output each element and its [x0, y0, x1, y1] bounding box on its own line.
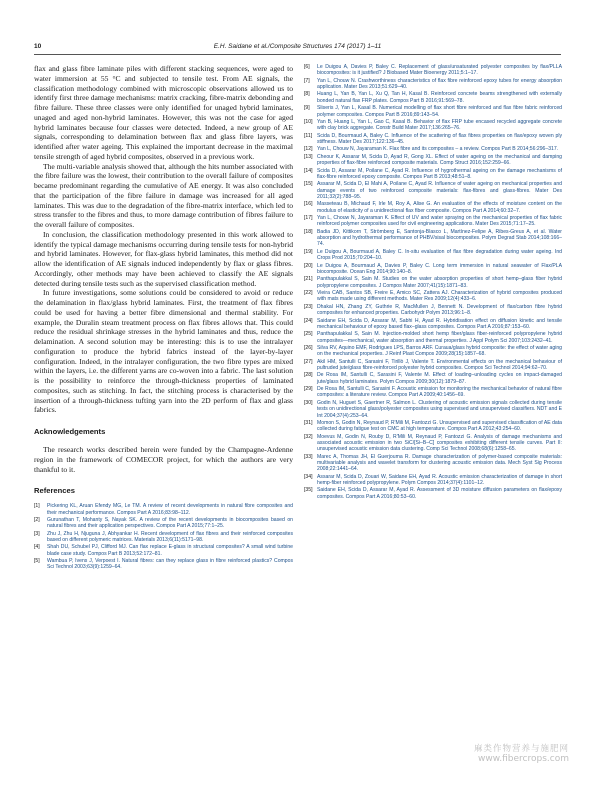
reference-link[interactable]: Godin N, Huguet S, Gaertner R, Salmon L. Clustering of acoustic emission signals collected during tensile tests on unidirectional glass/polyester composites using supervised and unsupervised classifiers. NDT and E Int 2004;37(4):253–64.: [317, 399, 562, 419]
reference-item: [304, 201, 562, 214]
reference-link[interactable]: Le Duigou A, Bourmaud A, Davies P, Baley C. Long term immersion in natural seawater of Flax/PLA biocomposite. Ocean Eng 2014;90:140–8.: [317, 262, 562, 275]
reference-number: [26]: [304, 344, 313, 351]
body-paragraph: In future investigations, some solutions could be considered to avoid or reduce the delamination in flax/glass hybrid laminates. First, the treatment of flax fibres could be used for having a better fibre dimensional and thermal stability. For example, the Duralin steam treatment process on flax fibres allows that. This could reduce the residual shrinkage stresses in the hybrid laminates and thus, reduce the delamination. A second solution may be interesting: this is to use the intralayer configuration to produce the hybrid fabrics instead of the layer-by-layer configuration. Indeed, in the intralayer configuration, the two fibre types are mixed within the layers, i.e. the different yarns are co-woven into a fabric. The last solution is the possibility to reinforce the through-thickness properties of laminated composites, such as stitching. In fact, the stitching process is characterised by the insertion of a through-thickness tufting yarn into the 2D perform of flax and glass fabrics.: [34, 288, 293, 415]
reference-link[interactable]: Saidane EH, Scida D, Assarar M, Ayad R. Assessment of 3D moisture diffusion parameters on flax/epoxy composites. Compos Part A 2016;80:53–60.: [317, 487, 562, 500]
reference-item: [304, 263, 562, 276]
reference-number: [32]: [304, 433, 313, 440]
reference-link[interactable]: Silva RV, Aquino EMF, Rodrigues LPS, Barros ARF. Curaua/glass hybrid composite: the effect of water aging on the mechanical properties. J Reinf Plast Compos 2009;28(15):1857–68.: [317, 344, 562, 358]
article-body: [34, 64, 293, 495]
reference-link[interactable]: Le Duigou A, Bourmaud A, Baley C. In-situ evaluation of flax fibre degradation during water ageing. Ind Crops Prod 2015;70:204–10.: [317, 248, 562, 262]
reference-item: [304, 181, 562, 200]
reference-number: [30]: [304, 399, 313, 406]
reference-link[interactable]: De Rosa IM, Santulli C, Sarasini F, Valente M. Effect of loading–unloading cycles on impact-damaged jute/glass hybrid laminates. Polym Compos 2009;30(12):1879–87.: [317, 372, 562, 385]
acknowledgements-text: The research works described herein were funded by the Champagne-Ardenne region in the framework of COMECOR project, for which the authors are very thankful to it.: [34, 445, 293, 474]
reference-link[interactable]: Assarar M, Scida D, Zouari W, Saidane EH, Ayad R. Acoustic emission characterization of damage in short hemp-fiber reinforced polypropylene. Polym Compos 2014;37(4):1101–12.: [317, 473, 562, 487]
reference-number: [6]: [304, 64, 310, 70]
reference-number: [34]: [304, 473, 313, 480]
reference-link[interactable]: Wambua P, Ivens J, Verpoest I. Natural fibres: can they replace glass in fibre reinforced plastics? Compos Sci Technol 2003;63(9):1259–64.: [47, 558, 293, 571]
reference-number: [15]: [304, 181, 313, 188]
reference-link[interactable]: Pickering KL, Aruan Efendy MG, Le TM. A review of recent developments in natural fibre composites and their mechanical performance. Compos Part A 2016;83:98–112.: [47, 503, 293, 516]
reference-number: [7]: [304, 77, 310, 84]
reference-item: [304, 215, 562, 228]
reference-link[interactable]: Yan L, Chouw N, Jayaraman K. Flax fibre and its composites – a review. Compos Part B 2014;56:296–317.: [317, 146, 559, 153]
reference-link[interactable]: Momon S, Godin N, Reynaud P, R'Mili M, Fantozzi G. Unsupervised and supervised classification of AE data collected during fatigue test on CMC at high temperature. Compos Part A 2012;43:254–60.: [317, 419, 562, 433]
reference-item: [304, 91, 562, 104]
reference-number: [35]: [304, 487, 313, 494]
reference-link[interactable]: Marec A, Thomas JH, El Guerjouma R. Damage characterization of polymer-based composite materials: multivariable analysis and wavelet transform for clustering acoustic emission data. Mech Syst Sig Process 2008;22:1441–64.: [317, 453, 562, 473]
reference-number: [9]: [304, 105, 310, 112]
reference-link[interactable]: Yan L, Chouw N, Jayaraman K. Effect of UV and water spraying on the mechanical properties of flax fabric reinforced polymer composites used for civil engineering applications. Mater Des 2015;71:17–25.: [317, 215, 562, 228]
reference-item: [304, 119, 562, 132]
reference-link[interactable]: Masseteau B, Michaud F, Irle M, Roy A, Alise G. An evaluation of the effects of moisture content on the modulus of elasticity of a unidirectional flax fiber composite. Compos Part A 2014;60:32–7.: [317, 201, 562, 214]
reference-item: [304, 133, 562, 146]
reference-link[interactable]: Dhakal HN, Zhang ZY, Guthrie R, MacMullen J, Bennett N. Development of flax/carbon fibre hybrid composites for enhanced properties. Carbohydr Polym 2013;96:1–8.: [317, 303, 562, 317]
reference-number: [18]: [304, 228, 313, 235]
reference-link[interactable]: Huang L, Yan B, Yan L, Xu Q, Tan H, Kasal B. Reinforced concrete beams strengthened with externally bonded natural flax FRP plates. Compos Part B 2016;91:569–78.: [317, 91, 562, 104]
references-heading: References: [34, 486, 75, 496]
body-paragraph: flax and glass fibre laminate piles with different stacking sequences, were aged to water immersion at 55 °C and subjected to tensile test. From AE signals, the classification methodology combined with microscopic observations allowed us to identify first three damage mechanisms: matrix cracking, fibre-matrix debonding and fibre failure. These three classes were only identified for unaged hybrid laminates, unaged and aged non-hybrid laminates. However, this was not the case for aged hybrid laminates because four classes were detected. Indeed, a new group of AE signals, corresponding to delamination between flax and glass fibre layers, was identified after water ageing. This explained the important decrease in the maximal tensile strength of aged hybrid composites, observed in a previous work.: [34, 64, 293, 161]
reference-link[interactable]: Moevus M, Godin N, Rouby D, R'Mili M, Reynaud P, Fantozzi G. Analysis of damage mechanisms and associated acoustic emission in two SiC/[Si–B–C] composites exhibiting different tensile curves. Part II: unsupervised acoustic emission data clustering. Comp Sci Technol 2008;68(6):1258–65.: [317, 433, 562, 453]
reference-link[interactable]: Yan L, Chouw N. Crashworthiness characteristics of flax fibre reinforced epoxy tubes for energy absorption application. Mater Des 2013;51:629–40.: [317, 77, 562, 91]
reference-item: [34, 531, 293, 544]
reference-number: [12]: [304, 146, 313, 153]
reference-item: [304, 487, 562, 500]
reference-number: [21]: [304, 276, 313, 283]
reference-item: [304, 331, 562, 344]
reference-link[interactable]: Scida D, Bourmaud A, Baley C. Influence of the scattering of flax fibres properties on flax/epoxy woven ply stiffness. Mater Des 2017;122:136–45.: [317, 132, 562, 145]
watermark-text: 麻类作物营养与施肥网: [473, 744, 569, 754]
reference-number: [13]: [304, 153, 313, 160]
reference-item: [304, 454, 562, 473]
reference-number: [1]: [34, 503, 40, 510]
reference-number: [23]: [304, 303, 313, 310]
reference-item: [34, 517, 293, 530]
reference-number: [22]: [304, 290, 313, 297]
reference-link[interactable]: Sliseris J, Yan L, Kasal B. Numerical modelling of flax short fibre reinforced and flax fibre fabric reinforced polymer composites. Compos Part B 2016;89:143–54.: [317, 105, 562, 118]
reference-number: [20]: [304, 262, 313, 269]
acknowledgements-heading: Acknowledgements: [34, 427, 106, 436]
body-paragraph: In conclusion, the classification methodology presented in this work allowed to identify the typical damage mechanisms occurring during tensile tests for non-hybrid and hybrid laminates. However, for flax-glass hybrid laminates, this method did not allow the identification of AE signals induced independently by flax or glass fibres. Accordingly, other methods may have been achieved to classify the AE signals detected during tensile tests such as the supervised classification method.: [34, 229, 293, 288]
reference-number: [28]: [304, 372, 313, 379]
page-number: 10: [34, 43, 42, 50]
reference-item: [304, 78, 562, 91]
reference-item: [304, 64, 562, 77]
watermark: [474, 742, 569, 764]
reference-item: [304, 229, 562, 248]
reference-item: [304, 290, 562, 303]
reference-item: [304, 434, 562, 453]
reference-item: [304, 168, 562, 181]
reference-item: [34, 503, 293, 516]
reference-number: [5]: [34, 558, 40, 565]
reference-number: [17]: [304, 215, 313, 222]
reference-link[interactable]: Cheour K, Assarar M, Scida D, Ayad R, Gong XL. Effect of water ageing on the mechanical and damping properties of flax-fibre reinforced composite materials. Comp Struct 2016;152:259–66.: [317, 153, 562, 167]
reference-link[interactable]: Panthapulakkal S, Sain M. Injection-molded short hemp fiber/glass fiber-reinforced polypropylene hybrid composites—mechanical, water absorption and thermal properties. J Appl Polym Sci 2007;103:2432–41.: [317, 331, 562, 344]
reference-number: [33]: [304, 453, 313, 460]
reference-item: [304, 276, 562, 289]
reference-number: [31]: [304, 419, 313, 426]
reference-number: [27]: [304, 358, 313, 365]
reference-number: [3]: [34, 530, 40, 537]
reference-number: [16]: [304, 201, 313, 208]
reference-number: [8]: [304, 91, 310, 98]
reference-link[interactable]: Zhu J, Zhu H, Njuguna J, Abhyankar H. Recent development of flax fibres and their reinforced composites based on different polymeric matrices. Materials 2013;6(11):5171–98.: [47, 530, 293, 544]
reference-list-right: [304, 64, 562, 500]
reference-item: [304, 345, 562, 358]
reference-link[interactable]: Gurunathan T, Mohanty S, Nayak SK. A review of the recent developments in biocomposites based on natural fibres and their application perspectives. Compos Part A 2015;77:1–25.: [47, 516, 293, 530]
reference-number: [2]: [34, 516, 40, 523]
reference-list-left: [34, 503, 293, 571]
reference-number: [29]: [304, 386, 313, 393]
header-rule: [34, 54, 561, 55]
reference-link[interactable]: Assarar M, Scida D, El Mahi A, Poilane C, Ayad R. Influence of water ageing on mechanical properties and damage events of two reinforced composite materials: flax-fibres and glass-fibres. Mater Des 2011;32(2):788–95.: [317, 181, 562, 200]
running-title: E.H. Saidane et al./Composite Structures 174 (2017) 1–11: [213, 43, 382, 50]
reference-number: [25]: [304, 331, 313, 338]
reference-number: [11]: [304, 132, 313, 139]
reference-link[interactable]: Vieira CAB, Santos SB, Freire E, Amico SC, Zattera AJ. Characterization of hybrid composites produced with mats made using different methods. Mater Res 2009;12(4):433–6.: [317, 290, 562, 303]
reference-item: [304, 400, 562, 419]
reference-link[interactable]: Scida D, Assarar M, Poilane C, Ayad R. Influence of hygrothermal ageing on the damage mechanisms of flax-fibre reinforced epoxy composite. Compos Part B 2013;48:51–8.: [317, 167, 562, 180]
reference-item: [304, 359, 562, 372]
left-column: [34, 64, 293, 572]
reference-link[interactable]: Badia JD, Kittikorn T, Strömberg E, Santonja-Blasco L, Martínez-Felipe A, Ribes-Greus A, et al. Water absorption and hydrothermal performance of PHBV/sisal biocomposites. Polym Degrad Stab 2014;108:166–74.: [317, 228, 562, 248]
body-paragraph: The multi-variable analysis showed that, although the hits number associated with the fibre failure was the lowest, their contribution to the overall failure of composites became predominant regarding the cumulative of AE energy. It was also concluded that the participation of the fibre failure in damage was increased for all aged laminates. This was due to the degradation of the fibre-matrix interface, which led to stress transfer to the fibres and thus, to more damage contribution of fibres failure to the overall failure of composites.: [34, 161, 293, 229]
reference-link[interactable]: Akil HM, Santulli C, Sarasini F, Tirillò J, Valente T. Environmental effects on the mechanical behaviour of pultruded jute/glass fibre-reinforced polyester hybrid composites. Compos Sci Technol 2014;94:62–70.: [317, 358, 562, 372]
reference-item: [304, 249, 562, 262]
reference-item: [304, 154, 562, 167]
reference-number: [19]: [304, 248, 313, 255]
reference-number: [24]: [304, 317, 313, 324]
reference-number: [10]: [304, 118, 313, 125]
watermark-url: www.fibercrops.com: [478, 754, 569, 764]
reference-link[interactable]: De Rosa IM, Santulli C, Sarasini F. Acoustic emission for monitoring the mechanical behavior of natural fibre composites: a literature review. Compos Part A 2009;40:1456–69.: [317, 386, 562, 399]
right-column: [304, 64, 562, 501]
reference-item: [304, 474, 562, 487]
reference-item: [304, 318, 562, 331]
reference-link[interactable]: Shah DU, Schubel PJ, Clifford MJ. Can flax replace E-glass in structural composites? A small wind turbine blade case study. Compos Part B 2013;52:172–81.: [47, 544, 293, 557]
reference-item: [304, 420, 562, 433]
reference-item: [304, 105, 562, 118]
reference-item: [304, 372, 562, 385]
reference-link[interactable]: Yan B, Huang L, Yan L, Gao C, Kasal B. Behavior of flax FRP tube encased recycled aggregate concrete with clay brick aggregate. Constr Build Mater 2017;136:265–76.: [317, 118, 562, 132]
reference-item: [34, 558, 293, 571]
reference-number: [4]: [34, 544, 40, 551]
reference-item: [304, 386, 562, 399]
reference-link[interactable]: Saidane EH, Scida D, Assarar M, Sabhi H, Ayad R. Hybridisation effect on diffusion kinetic and tensile mechanical behaviour of epoxy based flax–glass composites. Compos Part A 2016;87:153–60.: [317, 317, 562, 330]
reference-link[interactable]: Panthapulakkal S, Sain M. Studies on the water absorption properties of short hemp–glass fiber hybrid polypropylene composites. J Compos Mater 2007;41(15):1871–83.: [317, 276, 562, 289]
page-header: [34, 43, 561, 55]
reference-item: [34, 544, 293, 557]
reference-item: [304, 304, 562, 317]
reference-number: [14]: [304, 167, 313, 174]
reference-link[interactable]: Le Duigou A, Davies P, Baley C. Replacement of glass/unsaturated polyester composites by flax/PLLA biocomposites: is it justified? J Biobased Mater Bioenergy 2011;5:1–17.: [317, 64, 562, 77]
reference-item: [304, 146, 562, 152]
